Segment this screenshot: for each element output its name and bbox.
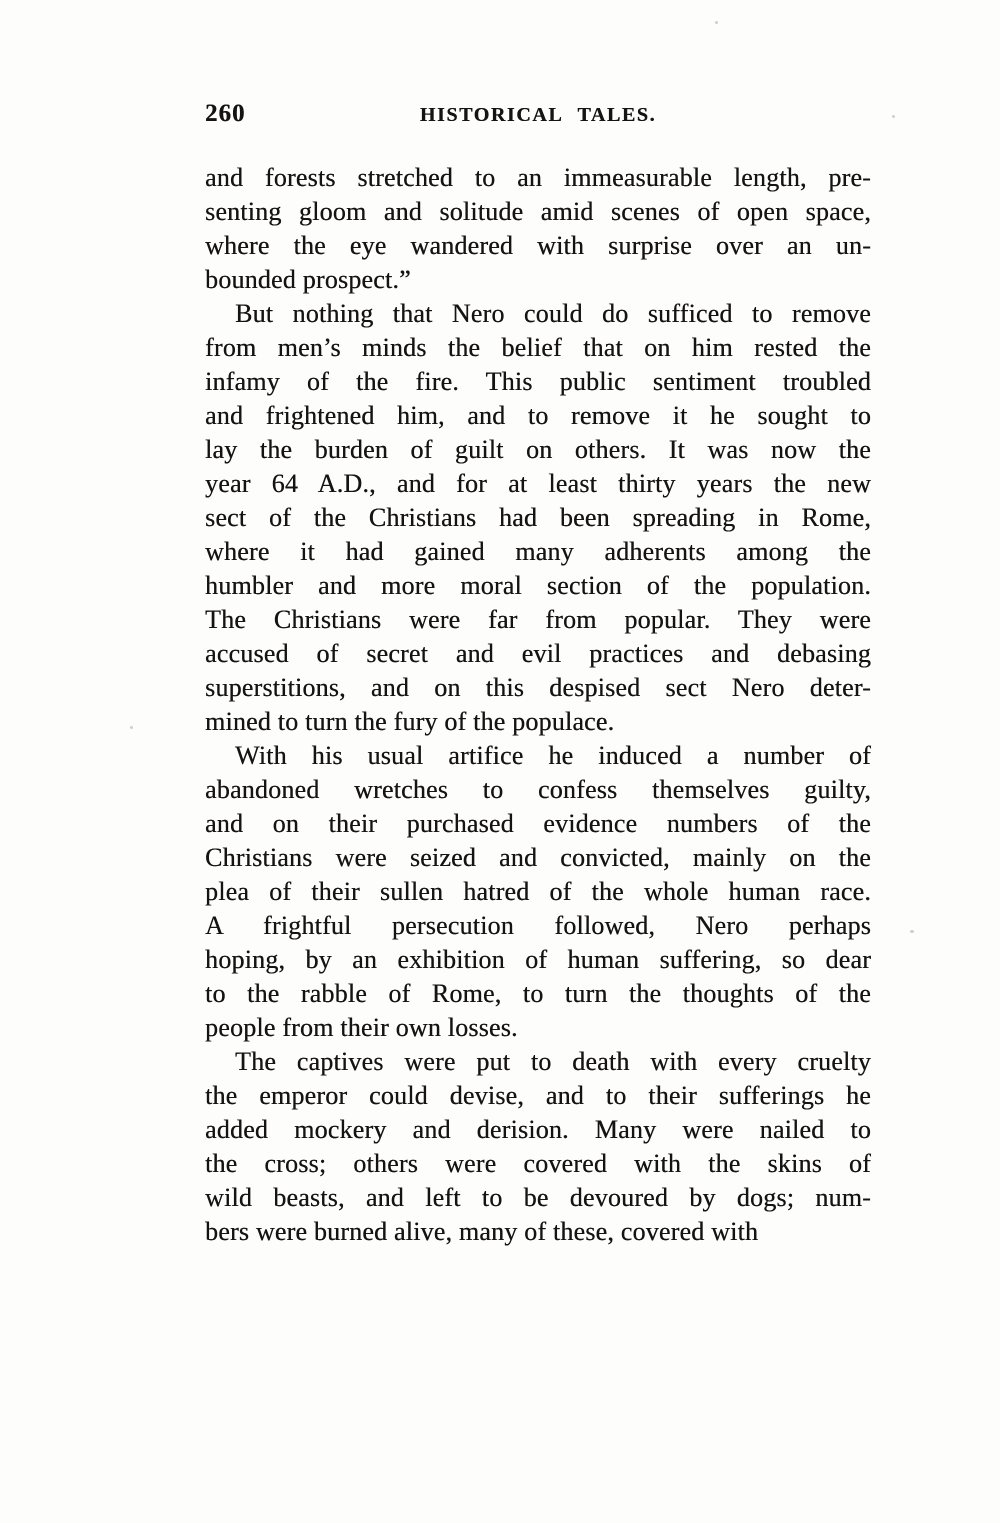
text-line: and forests stretched to an immeasurable length, pre- [205, 163, 871, 192]
text-line: hoping, by an exhibition of human suffering, so dear [205, 945, 871, 974]
text-line: and on their purchased evidence numbers of the [205, 809, 871, 838]
paragraph [205, 1045, 871, 1249]
text-line: A frightful persecution followed, Nero perhaps [205, 911, 871, 940]
text-line: added mockery and derision. Many were nailed to [205, 1115, 871, 1144]
text-line: bers were burned alive, many of these, covered with [205, 1217, 759, 1246]
text-line: and frightened him, and to remove it he sought to [205, 401, 871, 430]
text-line: people from their own losses. [205, 1013, 518, 1042]
text-line: Christians were seized and convicted, mainly on the [205, 843, 871, 872]
scan-speck [892, 115, 895, 118]
text-line: superstitions, and on this despised sect Nero deter- [205, 673, 871, 702]
text-line: senting gloom and solitude amid scenes of open space, [205, 197, 871, 226]
text-line: to the rabble of Rome, to turn the thoughts of the [205, 979, 871, 1008]
text-line: accused of secret and evil practices and debasing [205, 639, 871, 668]
paragraph [205, 297, 871, 739]
text-line: abandoned wretches to confess themselves guilty, [205, 775, 871, 804]
text-line: wild beasts, and left to be devoured by dogs; num- [205, 1183, 871, 1212]
scan-speck [715, 21, 718, 24]
text-line: infamy of the fire. This public sentiment troubled [205, 367, 871, 396]
text-line: bounded prospect.” [205, 265, 411, 294]
text-line: mined to turn the fury of the populace. [205, 707, 615, 736]
text-line: lay the burden of guilt on others. It was now the [205, 435, 871, 464]
text-line: The captives were put to death with every cruelty [235, 1047, 871, 1076]
text-line: year 64 A.D., and for at least thirty years the new [205, 469, 871, 498]
scan-speck [130, 726, 133, 729]
text-line: sect of the Christians had been spreading in Rome, [205, 503, 871, 532]
page-header [205, 100, 871, 132]
text-line: the emperor could devise, and to their sufferings he [205, 1081, 871, 1110]
text-line: With his usual artifice he induced a number of [235, 741, 871, 770]
text-line: But nothing that Nero could do sufficed to remove [235, 299, 871, 328]
page-body-text [205, 161, 871, 1249]
text-line: from men’s minds the belief that on him rested the [205, 333, 871, 362]
page-number: 260 [205, 100, 246, 127]
text-line: where the eye wandered with surprise over an un- [205, 231, 871, 260]
text-line: plea of their sullen hatred of the whole human race. [205, 877, 871, 906]
scan-speck [910, 930, 914, 933]
text-line: where it had gained many adherents among the [205, 537, 871, 566]
paragraph [205, 739, 871, 1045]
running-header-title: HISTORICAL TALES. [419, 104, 657, 126]
paragraph [205, 161, 871, 297]
text-line: The Christians were far from popular. They were [205, 605, 871, 634]
text-line: the cross; others were covered with the skins of [205, 1149, 871, 1178]
text-line: humbler and more moral section of the population. [205, 571, 871, 600]
